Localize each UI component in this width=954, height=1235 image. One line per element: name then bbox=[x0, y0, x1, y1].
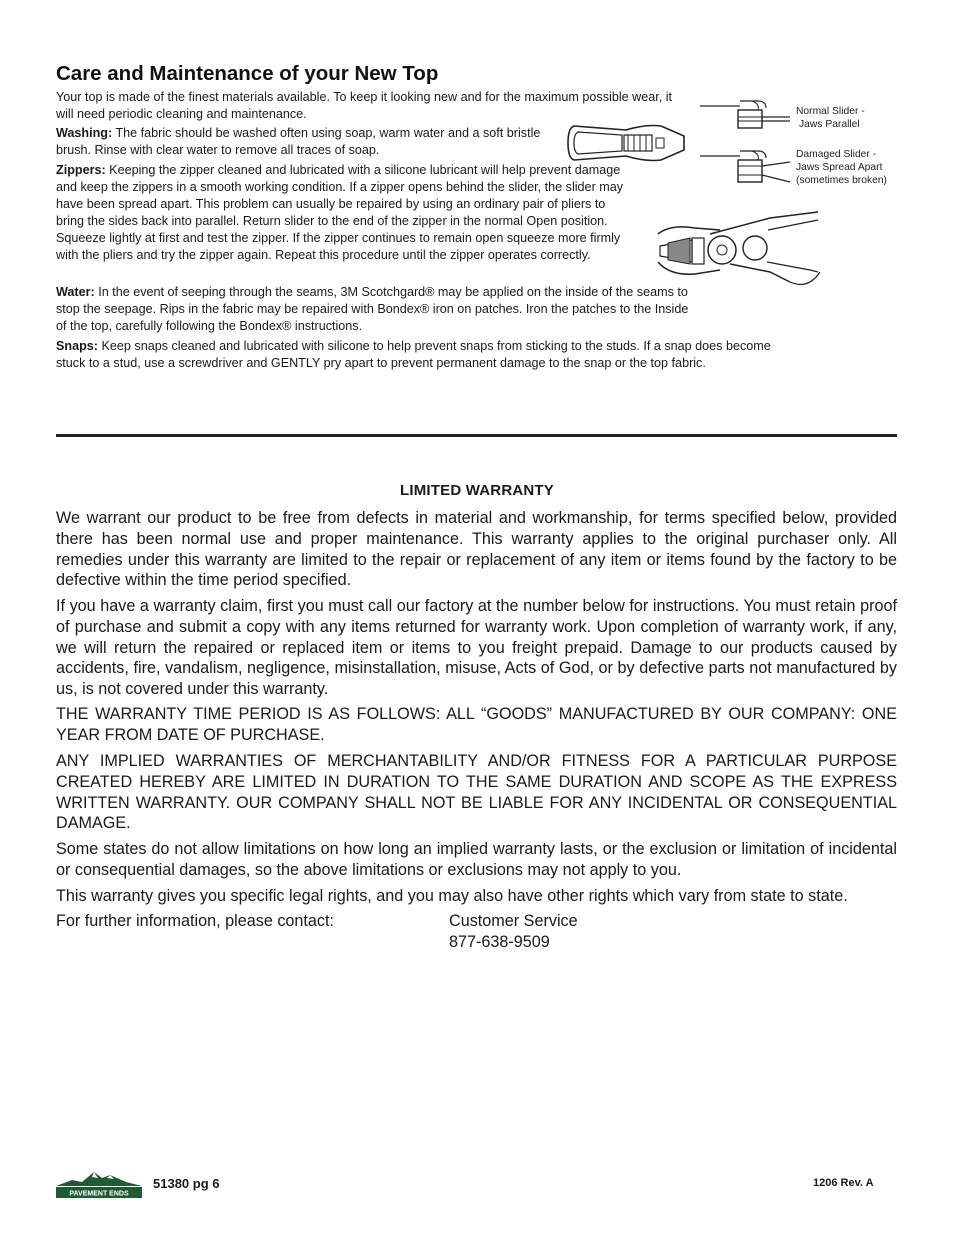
damaged-slider-label bbox=[796, 148, 887, 187]
damaged-slider-label-line: Damaged Slider - bbox=[796, 149, 877, 160]
warranty-heading: LIMITED WARRANTY bbox=[399, 482, 555, 499]
warranty-paragraph-2: If you have a warranty claim, first you must call our factory at the number below for instructions. You must retain proof of purchase and submit a copy with any items returned for warranty work. Upon completion of warranty work, if any, we will return the repaired or replaced item or items to you freight prepaid. Damage to our products caused by accidents, fire, vandalism, negligence, misinstallation, misuse, Acts of God, or by defective parts not manufactured by us, is not covered under this warranty. bbox=[56, 597, 897, 699]
page-title: Care and Maintenance of your New Top bbox=[56, 62, 439, 85]
damaged-slider-label-line: Jaws Spread Apart bbox=[796, 162, 883, 173]
warranty-paragraph-6: This warranty gives you specific legal rights, and you may also have other rights which vary from state to state. bbox=[56, 887, 848, 905]
normal-slider-label-line: Normal Slider - bbox=[796, 106, 865, 117]
warranty-paragraph-1: We warrant our product to be free from defects in material and workmanship, for terms specified below, provided there has been normal use and proper maintenance. This warranty applies to the original purchaser only. All remedies under this warranty are limited to the repair or replacement of any item or items found by the factory to be defective within the time period specified. bbox=[56, 509, 897, 590]
contact-label: For further information, please contact: bbox=[56, 912, 335, 930]
water-label: Water: bbox=[56, 285, 95, 299]
water-text: In the event of seeping through the seams, 3M Scotchgard® may be applied on the inside of the seams to stop the seepage. Rips in the fabric may be repaired with Bondex® iron on patches. Iron the patches to the Inside of the top, carefully following the Bondex® instructions. bbox=[56, 285, 689, 333]
washing-label: Washing: bbox=[56, 126, 113, 140]
zippers-paragraph bbox=[56, 162, 636, 264]
zipper-slider-illustration bbox=[566, 118, 686, 168]
contact-name: Customer Service bbox=[449, 912, 578, 930]
damaged-slider-label-line: (sometimes broken) bbox=[796, 175, 887, 186]
footer-page-number: 51380 pg 6 bbox=[153, 1176, 220, 1191]
zippers-label: Zippers: bbox=[56, 163, 106, 177]
water-paragraph bbox=[56, 284, 696, 335]
pavement-ends-logo bbox=[54, 1170, 144, 1200]
snaps-paragraph bbox=[56, 338, 776, 372]
care-intro: Your top is made of the finest materials available. To keep it looking new and for the maximum possible wear, it will need periodic cleaning and maintenance. bbox=[56, 90, 673, 121]
washing-paragraph bbox=[56, 125, 566, 159]
washing-text: The fabric should be washed often using soap, warm water and a soft bristle brush. Rinse with clear water to remove all traces of soap. bbox=[56, 126, 541, 157]
warranty-paragraph-5: Some states do not allow limitations on how long an implied warranty lasts, or the exclusion or limitation of incidental or consequential damages, so the above limitations or exclusions may not apply to you. bbox=[56, 840, 897, 879]
damaged-slider-illustration bbox=[700, 148, 795, 188]
snaps-label: Snaps: bbox=[56, 339, 98, 353]
zippers-text: Keeping the zipper cleaned and lubricated with a silicone lubricant will help prevent damage and keep the zippers in a smooth working condition. If a zipper opens behind the slider, the slider may have been spread apart. This problem can usually be repaired by using an ordinary pair of pliers to bring the sides back into parallel. Return slider to the end of the zipper in the normal Open position. Squeeze lightly at first and test the zipper. If the zipper continues to remain open squeeze more firmly with the pliers and try the zipper again. Repeat this procedure until the zipper operates correctly. bbox=[56, 163, 624, 262]
normal-slider-illustration bbox=[700, 98, 795, 132]
pliers-illustration bbox=[650, 210, 822, 300]
logo-text: PAVEMENT ENDS bbox=[69, 1190, 129, 1198]
footer-revision: 1206 Rev. A bbox=[813, 1177, 874, 1189]
normal-slider-label-line: Jaws Parallel bbox=[799, 119, 860, 130]
section-divider bbox=[56, 434, 897, 437]
snaps-text: Keep snaps cleaned and lubricated with silicone to help prevent snaps from sticking to the studs. If a snap does become stuck to a stud, use a screwdriver and GENTLY pry apart to prevent permanent damage to the snap or the top fabric. bbox=[56, 339, 771, 370]
warranty-paragraph-3: THE WARRANTY TIME PERIOD IS AS FOLLOWS: ALL “GOODS” MANUFACTURED BY OUR COMPANY: ONE YEAR FROM DATE OF PURCHASE. bbox=[56, 705, 897, 744]
warranty-paragraph-4: ANY IMPLIED WARRANTIES OF MERCHANTABILITY AND/OR FITNESS FOR A PARTICULAR PURPOSE CREATED HEREBY ARE LIMITED IN DURATION TO THE SAME DURATION AND SCOPE AS THE EXPRESS WRITTEN WARRANTY. OUR COMPANY SHALL NOT BE LIABLE FOR ANY INCIDENTAL OR CONSEQUENTIAL DAMAGE. bbox=[56, 752, 897, 833]
contact-phone: 877-638-9509 bbox=[449, 933, 550, 951]
normal-slider-label bbox=[796, 105, 865, 131]
